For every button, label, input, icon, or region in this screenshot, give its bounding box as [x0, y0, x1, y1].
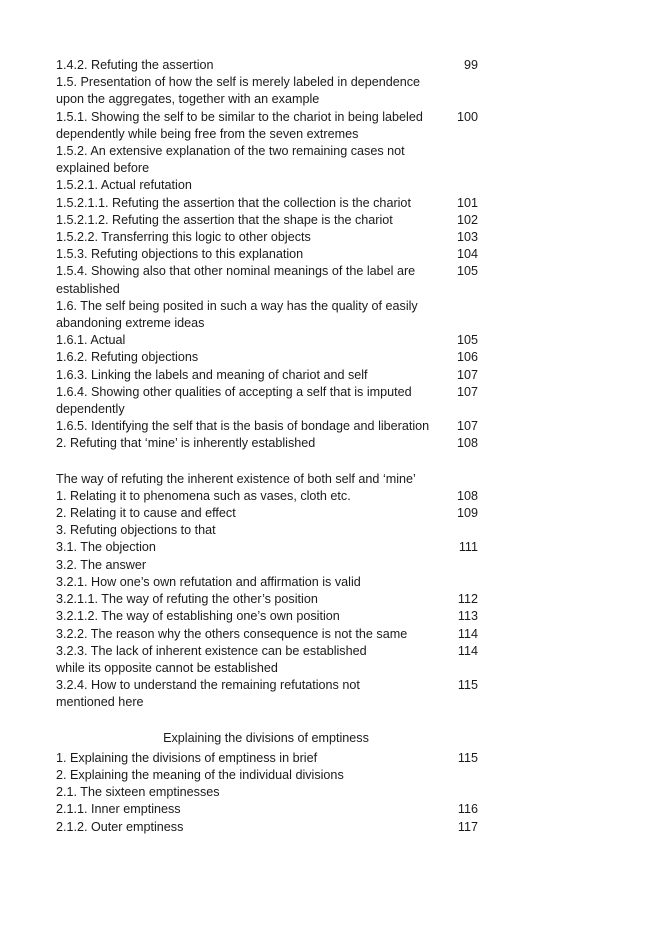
toc-entry-title: 3.2. The answer [56, 557, 147, 572]
toc-entry [56, 643, 486, 660]
toc-entry-page: 99 [463, 58, 478, 72]
toc-entry-page [454, 767, 486, 784]
toc-entry-title: 3.1. The objection [56, 540, 156, 555]
toc-entry-title: 2. Explaining the meaning of the individual divisions [56, 767, 344, 782]
toc-entry-title: dependently [56, 402, 125, 417]
toc-entry-page: 107 [456, 384, 478, 399]
toc-entry-title: 1.5.2.1.1. Refuting the assertion that the collection is the chariot [56, 195, 411, 210]
toc-section-emptiness [56, 750, 486, 836]
toc-entry-title: The way of refuting the inherent existence of both self and ‘mine’ [56, 471, 416, 486]
toc-entry-page: 116 [457, 802, 478, 817]
toc-entry-page: 102 [456, 212, 478, 227]
toc-entry-title: 2.1. The sixteen emptinesses [56, 785, 220, 800]
toc-entry-page [454, 298, 486, 315]
toc-entry-title: 1.5.2.2. Transferring this logic to other objects [56, 230, 311, 245]
toc-entry-page [454, 694, 486, 711]
toc-entry-title: 3.2.2. The reason why the others consequence is not the same [56, 626, 408, 641]
toc-entry-page: 103 [456, 230, 478, 245]
toc-entry-page [454, 74, 486, 91]
toc-entry [56, 677, 486, 694]
toc-entry-page: 105 [456, 264, 478, 279]
toc-entry-title: 1.5.1. Showing the self to be similar to the chariot in being labeled [56, 109, 423, 124]
toc-entry-title: mentioned here [56, 695, 144, 710]
toc-entry [56, 143, 486, 160]
table-of-contents [56, 57, 486, 836]
toc-entry-page [454, 160, 486, 177]
toc-entry-page [454, 784, 486, 801]
toc-entry [56, 488, 486, 505]
toc-entry [56, 539, 486, 556]
toc-entry-title: 1.5. Presentation of how the self is merely labeled in dependence [56, 75, 421, 90]
toc-entry-page [454, 91, 486, 108]
toc-entry-page: 108 [456, 436, 478, 451]
toc-entry-title: 1.6.3. Linking the labels and meaning of chariot and self [56, 367, 368, 382]
toc-entry-title: 3.2.1.2. The way of establishing one’s own position [56, 609, 340, 624]
toc-entry-page: 111 [458, 540, 478, 555]
toc-entry [56, 505, 486, 522]
toc-entry-title: 1.5.2. An extensive explanation of the two remaining cases not [56, 144, 405, 159]
toc-entry [56, 591, 486, 608]
toc-entry-title: 1.5.2.1.2. Refuting the assertion that the shape is the chariot [56, 212, 393, 227]
toc-entry [56, 819, 486, 836]
toc-entry [56, 57, 486, 74]
toc-entry [56, 767, 486, 784]
toc-section-self-and-mine [56, 471, 486, 712]
toc-entry [56, 177, 486, 194]
toc-entry [56, 418, 486, 435]
toc-entry [56, 315, 486, 332]
toc-entry-page [454, 315, 486, 332]
toc-entry-title: 2. Relating it to cause and effect [56, 506, 236, 521]
toc-entry-title: upon the aggregates, together with an example [56, 92, 320, 107]
toc-entry [56, 126, 486, 143]
toc-entry [56, 263, 486, 280]
toc-entry-page: 108 [456, 488, 478, 503]
toc-entry-title: 1.6.1. Actual [56, 333, 126, 348]
toc-entry-title: 2.1.2. Outer emptiness [56, 819, 184, 834]
toc-entry [56, 332, 486, 349]
toc-entry-page: 114 [457, 626, 478, 641]
toc-entry [56, 574, 486, 591]
toc-entry [56, 801, 486, 818]
toc-entry [56, 660, 486, 677]
toc-entry-page [454, 522, 486, 539]
toc-entry-page [454, 574, 486, 591]
toc-entry-title: 1.5.3. Refuting objections to this explanation [56, 247, 304, 262]
toc-entry-page [454, 143, 486, 160]
toc-entry-title: 1.6.4. Showing other qualities of accepting a self that is imputed [56, 384, 412, 399]
toc-entry [56, 435, 486, 452]
toc-entry [56, 557, 486, 574]
toc-entry-page: 115 [457, 750, 478, 765]
toc-entry-title: 1. Explaining the divisions of emptiness in brief [56, 750, 318, 765]
toc-entry [56, 160, 486, 177]
toc-entry [56, 349, 486, 366]
toc-entry-title: 2.1.1. Inner emptiness [56, 802, 181, 817]
toc-entry-title: 3.2.4. How to understand the remaining refutations not [56, 678, 360, 693]
toc-entry [56, 74, 486, 91]
toc-entry-title: 3.2.3. The lack of inherent existence can be established [56, 643, 367, 658]
toc-entry-title: 1.6.2. Refuting objections [56, 350, 199, 365]
toc-entry [56, 608, 486, 625]
toc-entry-page: 113 [457, 609, 478, 624]
toc-entry-title: 3. Refuting objections to that [56, 523, 216, 538]
toc-entry-page: 104 [456, 247, 478, 262]
toc-entry-page: 109 [456, 506, 478, 521]
toc-entry [56, 281, 486, 298]
toc-entry-page [454, 660, 486, 677]
toc-entry-title: abandoning extreme ideas [56, 316, 205, 331]
toc-section-self [56, 57, 486, 453]
toc-entry-title: 1. Relating it to phenomena such as vases, cloth etc. [56, 488, 351, 503]
toc-entry-page: 105 [456, 333, 478, 348]
toc-entry-page [454, 401, 486, 418]
toc-entry-page [454, 177, 486, 194]
toc-entry-title: dependently while being free from the seven extremes [56, 126, 359, 141]
toc-entry-title: 1.4.2. Refuting the assertion [56, 58, 214, 72]
toc-entry-page [454, 557, 486, 574]
toc-entry-title: 1.6. The self being posited in such a way has the quality of easily [56, 298, 418, 313]
toc-entry [56, 471, 486, 488]
toc-entry [56, 384, 486, 401]
toc-entry-title: 1.5.4. Showing also that other nominal meanings of the label are [56, 264, 416, 279]
toc-entry-page: 107 [456, 419, 478, 434]
toc-entry [56, 246, 486, 263]
toc-entry-title: explained before [56, 161, 150, 176]
section-heading-emptiness: Explaining the divisions of emptiness [163, 730, 369, 745]
toc-entry-page [454, 471, 486, 488]
toc-entry-page: 112 [457, 592, 478, 607]
toc-entry [56, 91, 486, 108]
toc-entry-page: 107 [456, 367, 478, 382]
toc-entry-page: 117 [457, 819, 478, 834]
toc-entry-title: 2. Refuting that ‘mine’ is inherently established [56, 436, 316, 451]
toc-entry [56, 229, 486, 246]
toc-entry-title: 3.2.1.1. The way of refuting the other’s position [56, 592, 318, 607]
toc-entry-page [454, 281, 486, 298]
toc-entry [56, 298, 486, 315]
toc-entry [56, 212, 486, 229]
toc-entry [56, 109, 486, 126]
toc-entry-page: 100 [456, 109, 478, 124]
toc-entry [56, 367, 486, 384]
toc-entry [56, 195, 486, 212]
toc-entry-title: while its opposite cannot be established [56, 660, 278, 675]
toc-entry-title: 1.6.5. Identifying the self that is the basis of bondage and liberation [56, 419, 430, 434]
toc-entry-title: 1.5.2.1. Actual refutation [56, 178, 192, 193]
toc-entry [56, 784, 486, 801]
toc-entry-title: 3.2.1. How one’s own refutation and affirmation is valid [56, 574, 361, 589]
toc-entry [56, 750, 486, 767]
toc-entry-page: 115 [457, 678, 478, 693]
toc-entry [56, 401, 486, 418]
toc-entry-page [454, 126, 486, 143]
toc-entry-title: established [56, 281, 120, 296]
toc-entry-page: 106 [456, 350, 478, 365]
toc-entry [56, 522, 486, 539]
toc-entry [56, 694, 486, 711]
toc-entry-page: 101 [456, 195, 478, 210]
toc-entry [56, 626, 486, 643]
toc-entry-page: 114 [457, 643, 478, 658]
